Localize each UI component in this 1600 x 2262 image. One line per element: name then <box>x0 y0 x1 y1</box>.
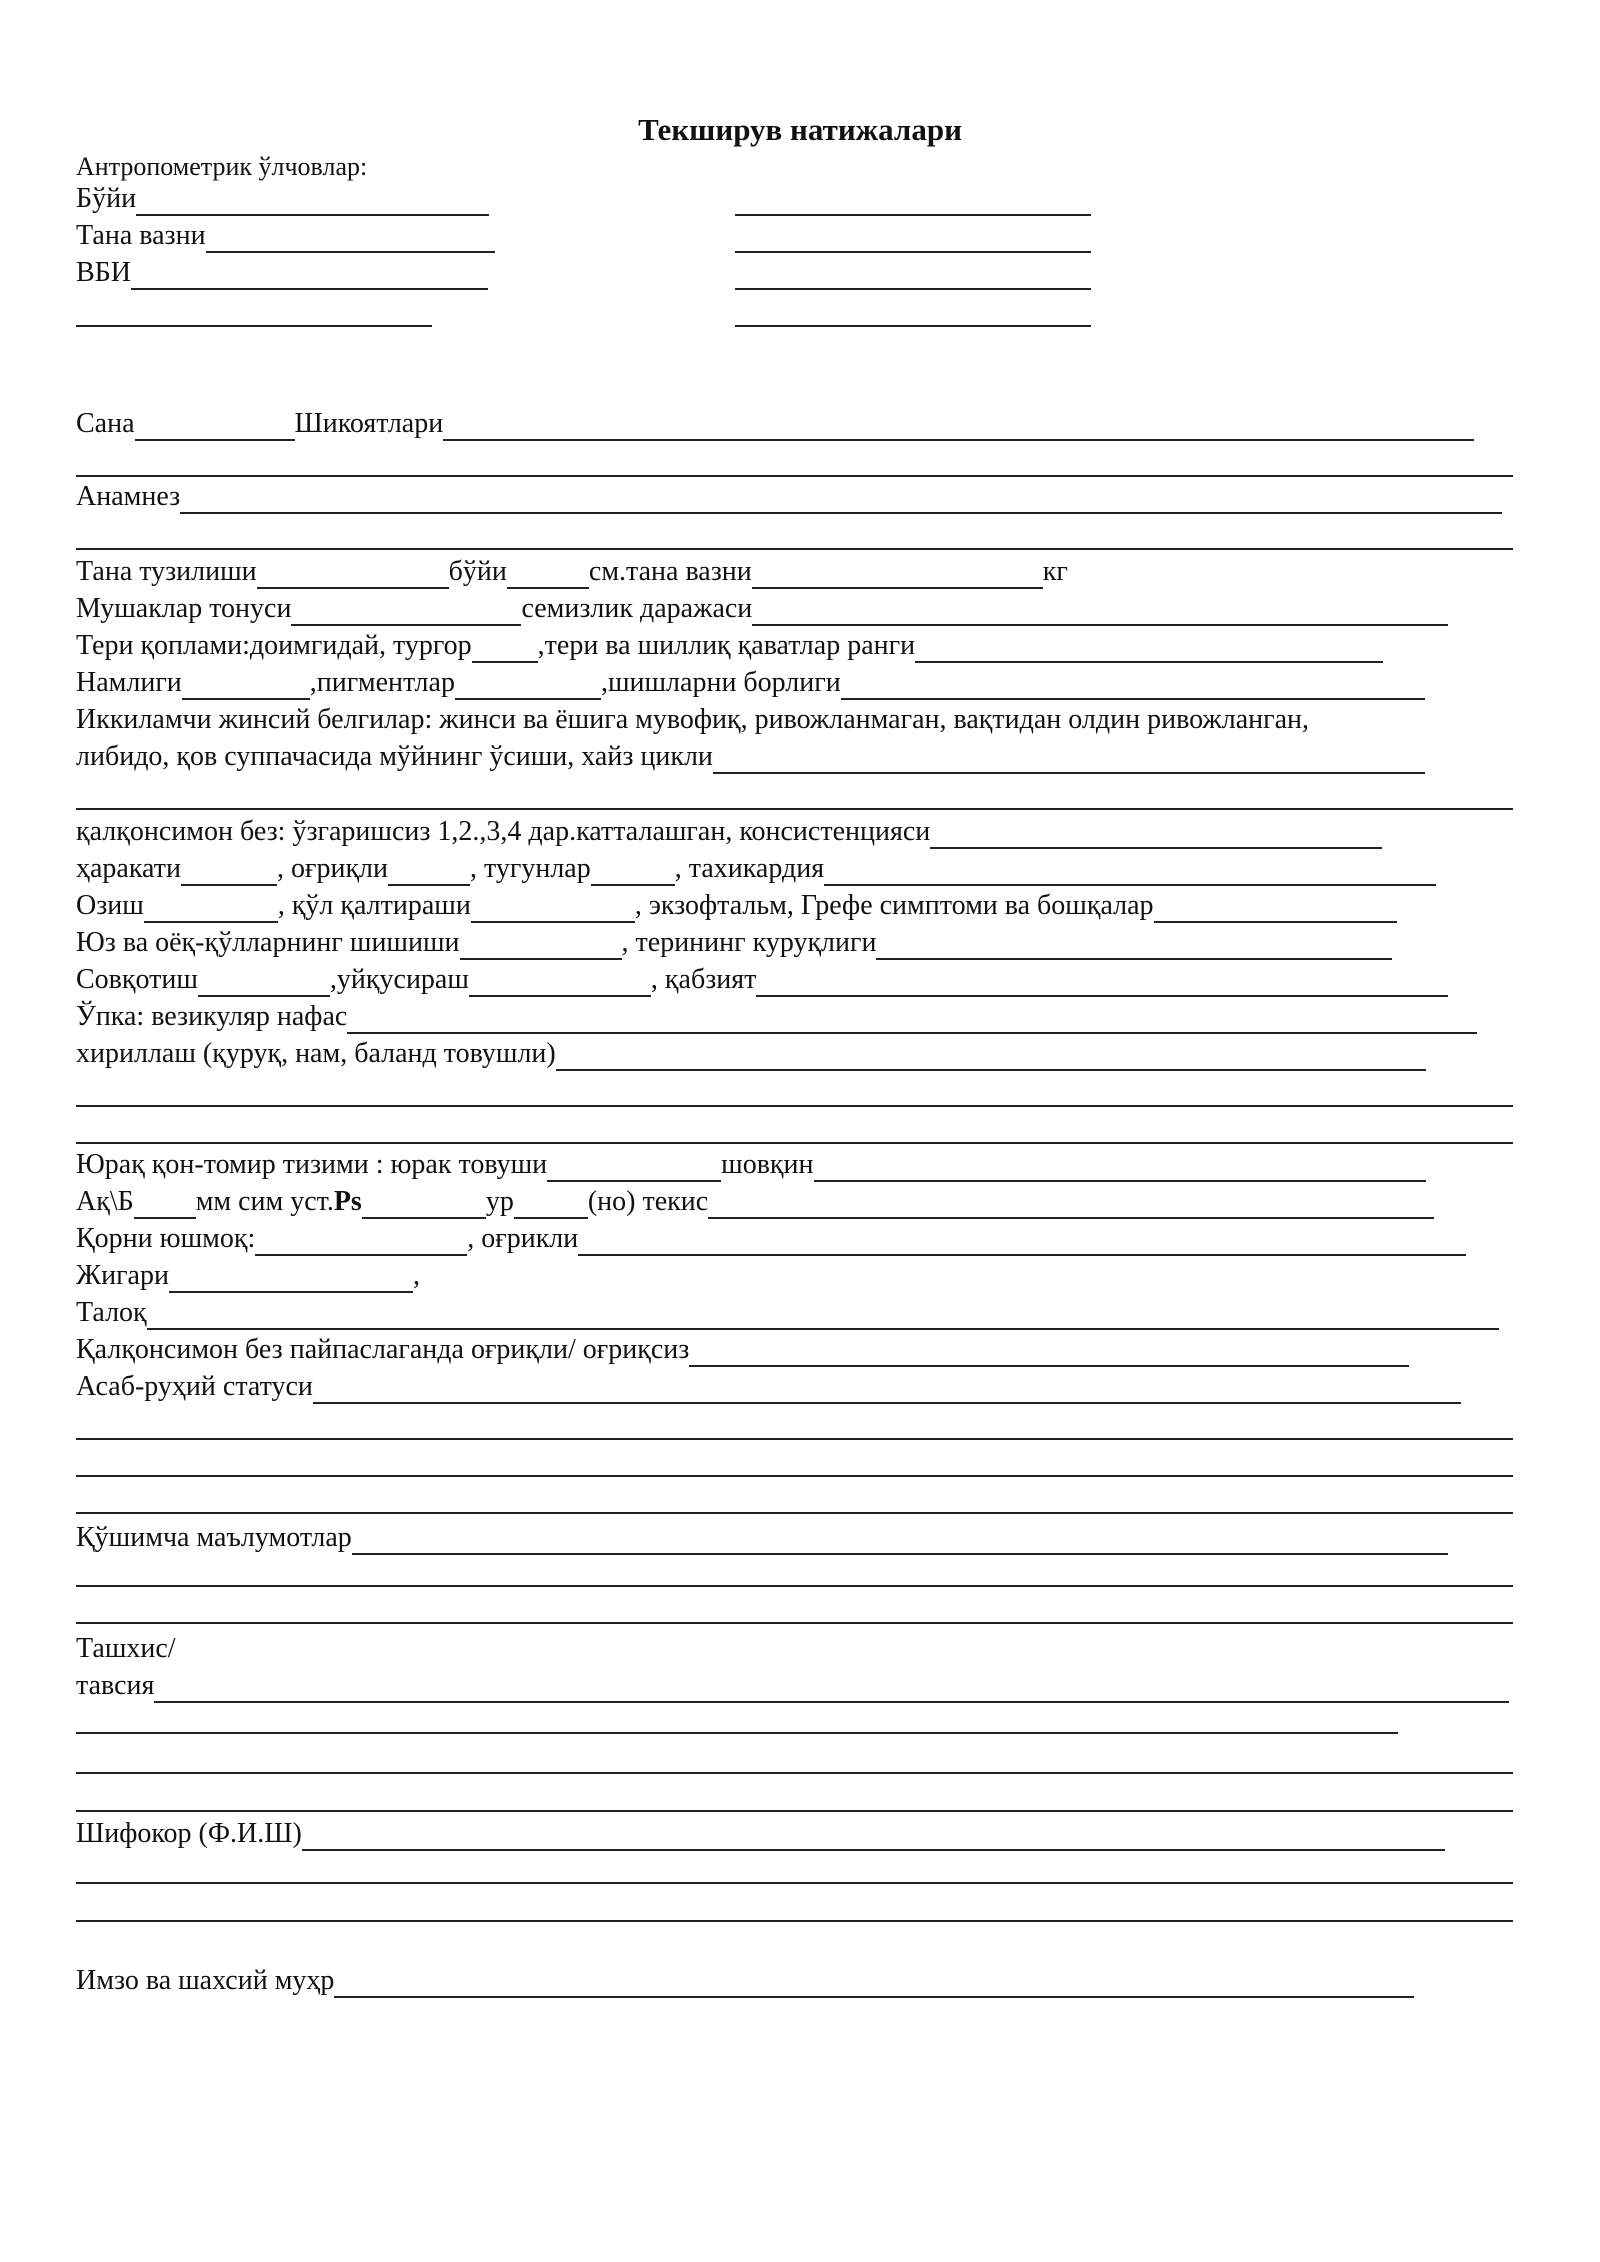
additional-row: Қўшимча маълумотлар <box>76 1519 1448 1555</box>
bp-row: Ақ\Б мм сим уст. Ps ур (но) текис <box>76 1183 1434 1219</box>
height-field[interactable] <box>136 186 489 216</box>
weight-loss-row: Озиш , қўл қалтираши , экзофтальм, Грефе симптоми ва бошқалар <box>76 887 1397 923</box>
murmur-field[interactable] <box>814 1152 1426 1182</box>
diagnosis-row-2: тавсия <box>76 1667 1509 1703</box>
complaints-line-2[interactable] <box>76 475 1513 477</box>
neuro-field[interactable] <box>313 1374 1461 1404</box>
date-label: Сана <box>76 408 135 439</box>
anthro-right-field-3[interactable] <box>735 288 1091 290</box>
abdomen-field[interactable] <box>255 1226 467 1256</box>
spleen-row: Талоқ <box>76 1294 1499 1330</box>
mobility-field[interactable] <box>181 856 277 886</box>
bp-field[interactable] <box>134 1189 196 1219</box>
consistency-field[interactable] <box>930 819 1382 849</box>
additional-line-3[interactable] <box>76 1622 1513 1624</box>
neuro-row: Асаб-руҳий статуси <box>76 1368 1461 1404</box>
thyroid-row: қалқонсимон без: ўзгаришсиз 1,2.,3,4 дар.катталашган, консистенцияси <box>76 813 1382 849</box>
moisture-field[interactable] <box>182 670 310 700</box>
abdomen-row: Қорни юшмоқ: , оғрикли <box>76 1220 1466 1256</box>
skin-row: Тери қоплами:доимгидай, тургор ,тери ва шиллиқ қаватлар ранги <box>76 627 1383 663</box>
cold-row: Совқотиш ,уйқусираш , қабзият <box>76 961 1448 997</box>
secondary-sex-row-1: Иккиламчи жинсий белгилар: жинси ва ёшига мувофиқ, ривожланмаган, вақтидан олдин ривожланган, <box>76 704 1310 735</box>
anthro-right-field-2[interactable] <box>735 251 1091 253</box>
height-row <box>76 180 489 216</box>
moisture-row: Намлиги ,пигментлар ,шишларни борлиги <box>76 664 1425 700</box>
lungs-row: Ўпка: везикуляр нафас <box>76 998 1477 1034</box>
diagnosis-field[interactable] <box>154 1673 1509 1703</box>
additional-line-2[interactable] <box>76 1585 1513 1587</box>
complaints-field[interactable] <box>443 411 1474 441</box>
pigment-field[interactable] <box>455 670 601 700</box>
build-row: Тана тузилиши бўйи см.тана вазни кг <box>76 556 1068 587</box>
anthropometry-heading: Антропометрик ўлчовлар: <box>76 152 368 181</box>
extra-anthro-field[interactable] <box>76 325 432 327</box>
obesity-field[interactable] <box>752 596 1448 626</box>
date-field[interactable] <box>135 411 295 441</box>
cardio-row: Юрақ қон-томир тизими : юрак товуши шовқин <box>76 1146 1426 1182</box>
rate-field[interactable] <box>514 1189 588 1219</box>
face-swelling-field[interactable] <box>460 930 622 960</box>
additional-field[interactable] <box>352 1525 1448 1555</box>
face-swelling-row: Юз ва оёқ-қўлларнинг шишиши , терининг куруқлиги <box>76 924 1392 960</box>
nodes-field[interactable] <box>591 856 675 886</box>
bmi-row <box>76 254 488 290</box>
turgor-field[interactable] <box>472 633 538 663</box>
complaints-row <box>76 405 1474 441</box>
secondary-sex-line-3[interactable] <box>76 808 1513 810</box>
weight-row <box>76 217 495 253</box>
weight-label: Тана вазни <box>76 220 206 251</box>
exam-weight-field[interactable] <box>752 559 1043 589</box>
anamnesis-label: Анамнез <box>76 481 181 512</box>
skin-color-field[interactable] <box>915 633 1383 663</box>
skin-dry-field[interactable] <box>876 930 1392 960</box>
doctor-line-2[interactable] <box>76 1882 1513 1884</box>
tremor-field[interactable] <box>471 893 635 923</box>
bmi-field[interactable] <box>131 260 488 290</box>
anthro-right-field-4[interactable] <box>735 325 1091 327</box>
doctor-line-3[interactable] <box>76 1920 1513 1922</box>
liver-row: Жигари , <box>76 1260 420 1291</box>
weight-field[interactable] <box>206 223 495 253</box>
liver-field[interactable] <box>169 1263 413 1293</box>
complaints-label: Шикоятлари <box>294 408 444 439</box>
anamnesis-row <box>76 478 1502 514</box>
anamnesis-field[interactable] <box>180 484 1502 514</box>
wheeze-field[interactable] <box>556 1041 1426 1071</box>
cold-field[interactable] <box>198 967 330 997</box>
diagnosis-line-4[interactable] <box>76 1810 1513 1812</box>
height-label: Бўйи <box>76 183 137 214</box>
page-title: Текширув натижалари <box>638 112 962 147</box>
lungs-line-3[interactable] <box>76 1105 1513 1107</box>
constipation-field[interactable] <box>756 967 1448 997</box>
secondary-sex-row-2: либидо, қов суппачасида мўйнинг ўсиши, хайз цикли <box>76 738 1425 774</box>
rhythm-field[interactable] <box>708 1189 1434 1219</box>
swelling-field[interactable] <box>841 670 1425 700</box>
spleen-field[interactable] <box>147 1300 1499 1330</box>
tachycardia-field[interactable] <box>824 856 1436 886</box>
anamnesis-line-2[interactable] <box>76 548 1513 550</box>
wheeze-row: хириллаш (қуруқ, нам, баланд товушли) <box>76 1035 1426 1071</box>
doctor-row: Шифокор (Ф.И.Ш) <box>76 1815 1445 1851</box>
abdomen-pain-field[interactable] <box>578 1226 1466 1256</box>
neuro-line-2[interactable] <box>76 1438 1513 1440</box>
weight-loss-field[interactable] <box>144 893 278 923</box>
pulse-field[interactable] <box>362 1189 486 1219</box>
signature-row: Имзо ва шахсий муҳр <box>76 1962 1414 1998</box>
thyroid-palp-row: Қалқонсимон без пайпаслаганда оғриқли/ оғриқсиз <box>76 1331 1409 1367</box>
heart-sound-field[interactable] <box>547 1152 721 1182</box>
muscle-row: Мушаклар тонуси семизлик даражаси <box>76 590 1448 626</box>
doctor-name-field[interactable] <box>302 1821 1445 1851</box>
mobility-row: ҳаракати , оғриқли , тугунлар , тахикардия <box>76 850 1436 886</box>
lungs-line-4[interactable] <box>76 1142 1513 1144</box>
sleepy-field[interactable] <box>469 967 651 997</box>
diagnosis-row-1: Ташхис/ <box>76 1633 176 1664</box>
diagnosis-line-3[interactable] <box>76 1772 1513 1774</box>
thyroid-palp-field[interactable] <box>689 1337 1409 1367</box>
muscle-tone-field[interactable] <box>291 596 521 626</box>
lungs-field[interactable] <box>347 1004 1477 1034</box>
anthro-right-field-1[interactable] <box>735 214 1091 216</box>
pain-field[interactable] <box>388 856 470 886</box>
neuro-line-4[interactable] <box>76 1512 1513 1514</box>
signature-field[interactable] <box>334 1968 1414 1998</box>
exophthalmos-field[interactable] <box>1154 893 1397 923</box>
neuro-line-3[interactable] <box>76 1475 1513 1477</box>
bmi-label: ВБИ <box>76 257 131 288</box>
build-field[interactable] <box>257 559 449 589</box>
menstrual-cycle-field[interactable] <box>713 744 1425 774</box>
diagnosis-line-2[interactable] <box>76 1732 1398 1734</box>
exam-height-field[interactable] <box>507 559 589 589</box>
